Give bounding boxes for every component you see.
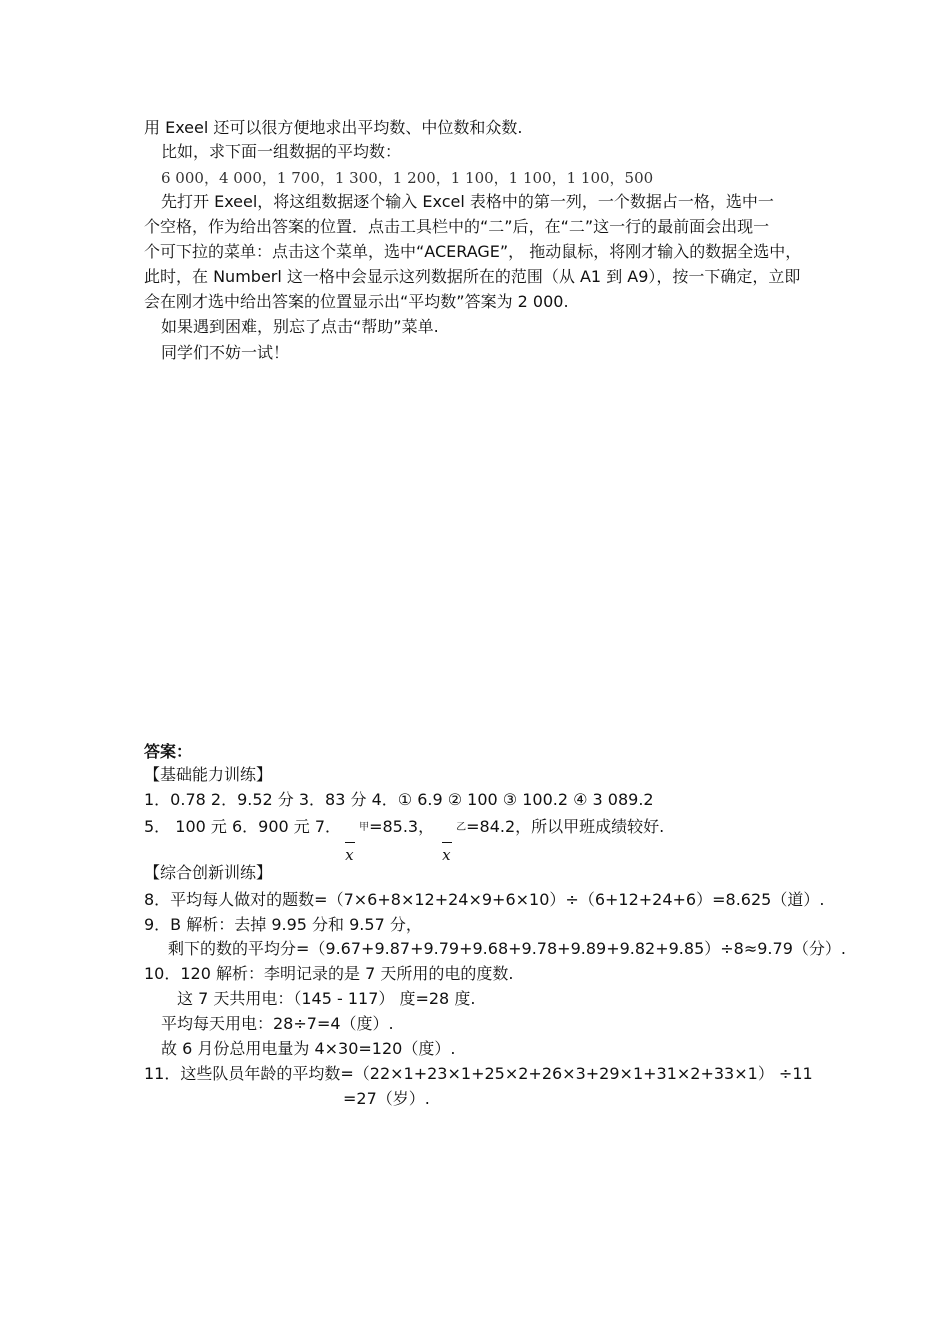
answer-q11-line-1: 11．这些队员年龄的平均数=（22×1+23×1+25×2+26×3+29×1+31×2+33×1） ÷11 bbox=[144, 1064, 813, 1083]
basic-line2-part-b: =85.3， bbox=[369, 817, 435, 836]
answer-q11-line-2: =27（岁）. bbox=[343, 1089, 430, 1108]
intro-line-10: 同学们不妨一试！ bbox=[161, 343, 290, 362]
answer-q8: 8．平均每人做对的题数=（7×6+8×12+24×9+6×10）÷（6+12+24+6）=8.625（道）. bbox=[144, 890, 825, 909]
intro-line-6: 个可下拉的菜单：点击这个菜单，选中“ACERAGE”， 拖动鼠标，将刚才输入的数据全选中， bbox=[144, 242, 802, 261]
intro-line-5: 个空格，作为给出答案的位置．点击工具栏中的“二”后，在“二”这一行的最前面会出现一 bbox=[144, 217, 770, 236]
answer-q9-line-1: 9．B 解析：去掉 9.95 分和 9.57 分， bbox=[144, 915, 422, 934]
basic-line2-part-a: 5． 100 元 6．900 元 7． bbox=[144, 817, 342, 836]
comprehensive-section-heading: 【综合创新训练】 bbox=[144, 863, 273, 882]
subscript-yi: 乙 bbox=[456, 822, 467, 833]
answer-q10-line-1: 10．120 解析：李明记录的是 7 天所用的电的度数. bbox=[144, 964, 514, 983]
basic-answers-line-2: 5． 100 元 6．900 元 7． x 甲=85.3， x 乙=84.2，所以甲班成绩较好. bbox=[144, 817, 665, 864]
intro-line-2: 比如，求下面一组数据的平均数： bbox=[161, 142, 402, 161]
intro-data-line: 6 000，4 000，1 700，1 300，1 200，1 100，1 100，1 100，500 bbox=[161, 169, 654, 187]
basic-answers-line-1: 1．0.78 2．9.52 分 3．83 分 4．① 6.9 ② 100 ③ 100.2 ④ 3 089.2 bbox=[144, 790, 654, 809]
answer-q10-line-4: 故 6 月份总用电量为 4×30=120（度）. bbox=[161, 1039, 456, 1058]
intro-line-1: 用 Exeel 还可以很方便地求出平均数、中位数和众数. bbox=[144, 118, 523, 137]
basic-line2-part-c: =84.2，所以甲班成绩较好. bbox=[466, 817, 665, 836]
answers-heading: 答案： bbox=[144, 742, 193, 761]
intro-line-9: 如果遇到困难，别忘了点击“帮助”菜单. bbox=[161, 317, 439, 336]
intro-line-7: 此时，在 Numberl 这一格中会显示这列数据所在的范围（从 A1 到 A9），按一下确定，立即 bbox=[144, 267, 801, 286]
answer-q9-line-2: 剩下的数的平均分=（9.67+9.87+9.79+9.68+9.78+9.89+9.82+9.85）÷8≈9.79（分）. bbox=[168, 939, 846, 958]
answer-q10-line-2: 这 7 天共用电：（145 - 117） 度=28 度. bbox=[177, 989, 476, 1008]
intro-line-8: 会在刚才选中给出答案的位置显示出“平均数”答案为 2 000. bbox=[144, 292, 569, 311]
basic-section-heading: 【基础能力训练】 bbox=[144, 765, 273, 784]
answer-q10-line-3: 平均每天用电：28÷7=4（度）. bbox=[161, 1014, 394, 1033]
subscript-jia: 甲 bbox=[359, 822, 370, 833]
intro-line-4: 先打开 Exeel，将这组数据逐个输入 Excel 表格中的第一列，一个数据占一格，选中一 bbox=[161, 192, 774, 211]
